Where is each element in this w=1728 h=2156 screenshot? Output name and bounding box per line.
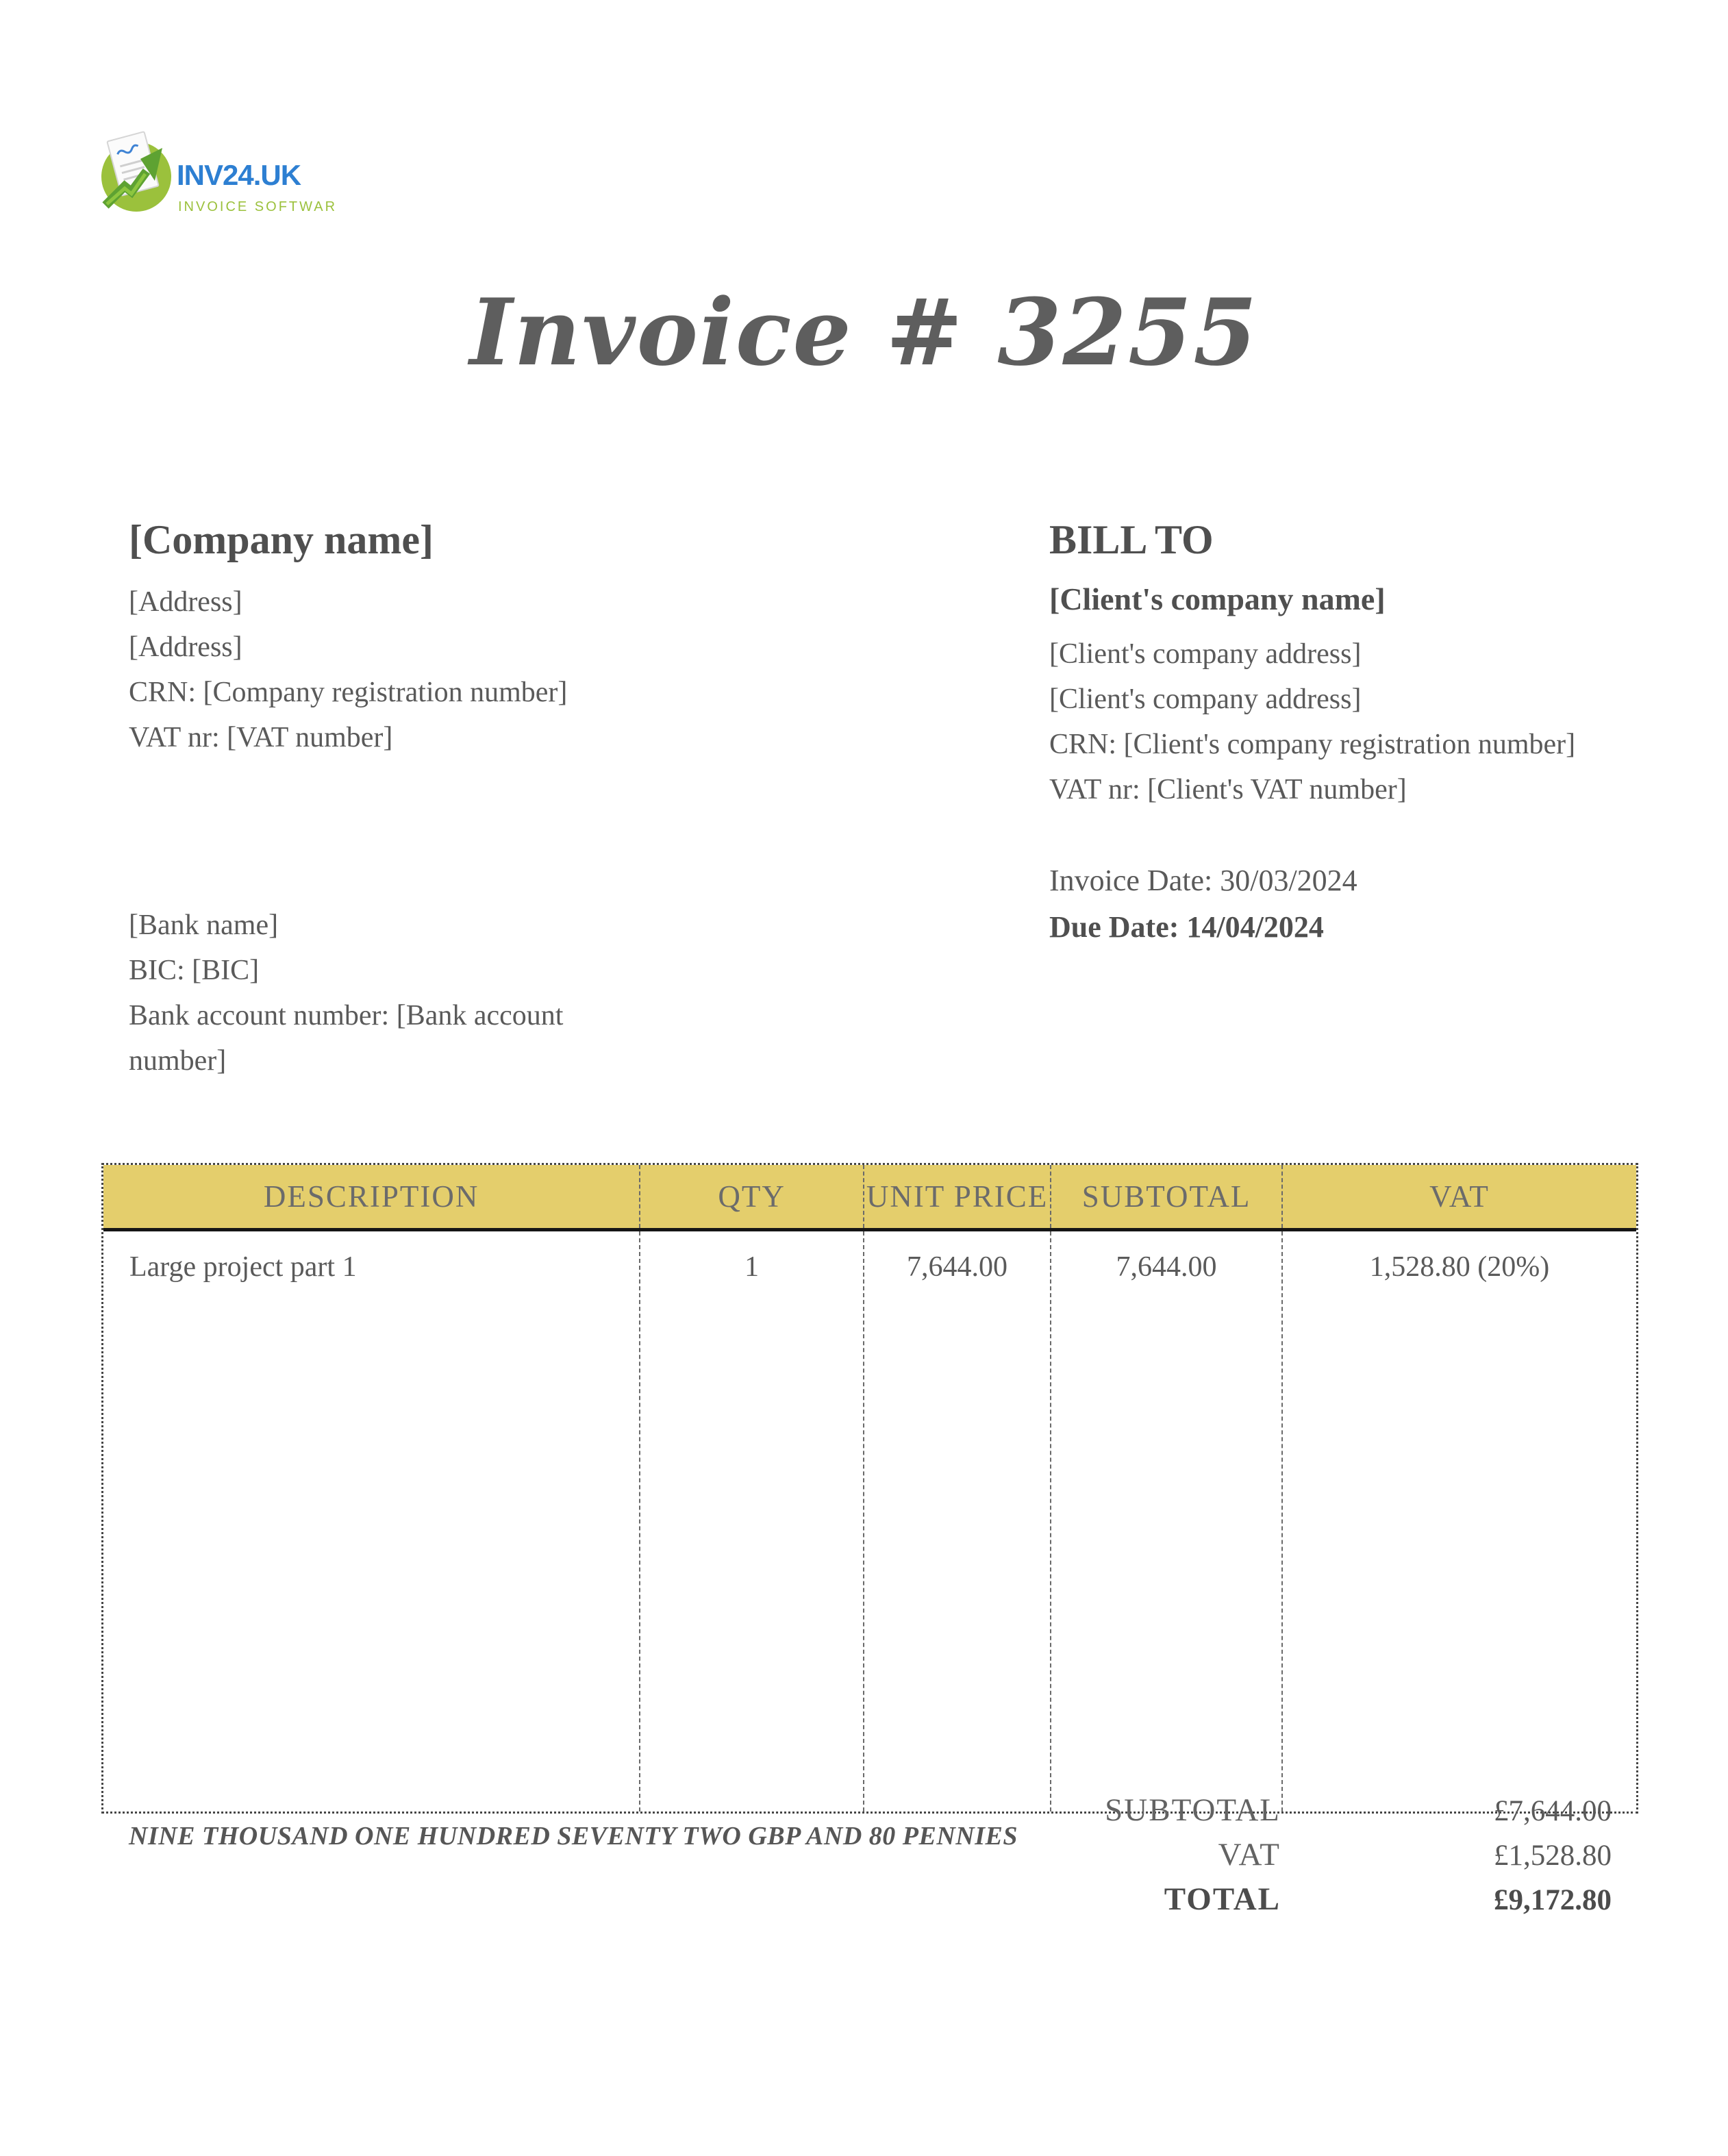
item-subtotal: 7,644.00 xyxy=(1051,1230,1282,1812)
item-vat: 1,528.80 (20%) xyxy=(1282,1230,1636,1812)
invoice-date-label: Invoice Date: xyxy=(1049,864,1213,897)
line-items-table xyxy=(101,1163,1638,1814)
subtotal-value: £7,644.00 xyxy=(1494,1795,1612,1827)
company-name: [Company name] xyxy=(129,517,434,562)
bank-bic-line: BIC: [BIC] xyxy=(129,955,260,986)
amount-in-words: NINE THOUSAND ONE HUNDRED SEVENTY TWO GBP AND 80 PENNIES xyxy=(129,1822,1018,1851)
company-block xyxy=(129,518,882,760)
dates-block xyxy=(1049,857,1666,951)
company-vat-line: VAT nr: [VAT number] xyxy=(129,722,393,753)
total-value: £9,172.80 xyxy=(1494,1884,1612,1916)
bank-account-line: Bank account number: [Bank account number] xyxy=(129,1000,564,1077)
logo-brand: INV24.UK xyxy=(177,159,301,191)
items-header-row xyxy=(103,1165,1636,1230)
subtotal-label: SUBTOTAL xyxy=(1105,1792,1281,1828)
vat-value: £1,528.80 xyxy=(1494,1840,1612,1872)
company-crn-line: CRN: [Company registration number] xyxy=(129,677,568,708)
column-header-description: DESCRIPTION xyxy=(103,1165,640,1230)
column-header-unit-price: UNIT PRICE xyxy=(864,1165,1051,1230)
column-header-vat: VAT xyxy=(1282,1165,1636,1230)
item-qty: 1 xyxy=(640,1230,864,1812)
vat-label: VAT xyxy=(1218,1837,1281,1872)
client-crn-line: CRN: [Client's company registration number] xyxy=(1049,729,1576,760)
invoice-title: Invoice # 3255 xyxy=(469,278,1259,386)
bank-name-line: [Bank name] xyxy=(129,910,279,941)
logo-tagline: INVOICE SOFTWARE xyxy=(178,199,337,214)
table-row xyxy=(103,1230,1636,1812)
client-company-name: [Client's company name] xyxy=(1049,581,1386,616)
total-row xyxy=(952,1882,1620,1918)
column-header-qty: QTY xyxy=(640,1165,864,1230)
bank-details-block xyxy=(129,903,608,1083)
logo xyxy=(97,129,337,223)
item-description: Large project part 1 xyxy=(129,1251,357,1283)
invoice-date-value: 30/03/2024 xyxy=(1220,864,1357,897)
client-address-line-1: [Client's company address] xyxy=(1049,638,1362,670)
bill-to-block xyxy=(1049,518,1693,812)
column-header-subtotal: SUBTOTAL xyxy=(1051,1165,1282,1230)
company-address-line-2: [Address] xyxy=(129,631,242,663)
item-unit-price: 7,644.00 xyxy=(864,1230,1051,1812)
vat-row xyxy=(952,1838,1620,1873)
company-address-line-1: [Address] xyxy=(129,586,242,618)
invoice-date-line xyxy=(1049,857,1666,904)
bill-to-heading: BILL TO xyxy=(1049,517,1214,562)
totals-block xyxy=(952,1793,1620,1927)
due-date-value: 14/04/2024 xyxy=(1186,910,1324,944)
client-vat-line: VAT nr: [Client's VAT number] xyxy=(1049,774,1407,805)
client-address-line-2: [Client's company address] xyxy=(1049,684,1362,715)
due-date-label: Due Date: xyxy=(1049,910,1179,944)
subtotal-row xyxy=(952,1793,1620,1829)
invoice-arrow-icon xyxy=(97,129,337,219)
due-date-line xyxy=(1049,904,1666,951)
total-label: TOTAL xyxy=(1164,1881,1281,1917)
